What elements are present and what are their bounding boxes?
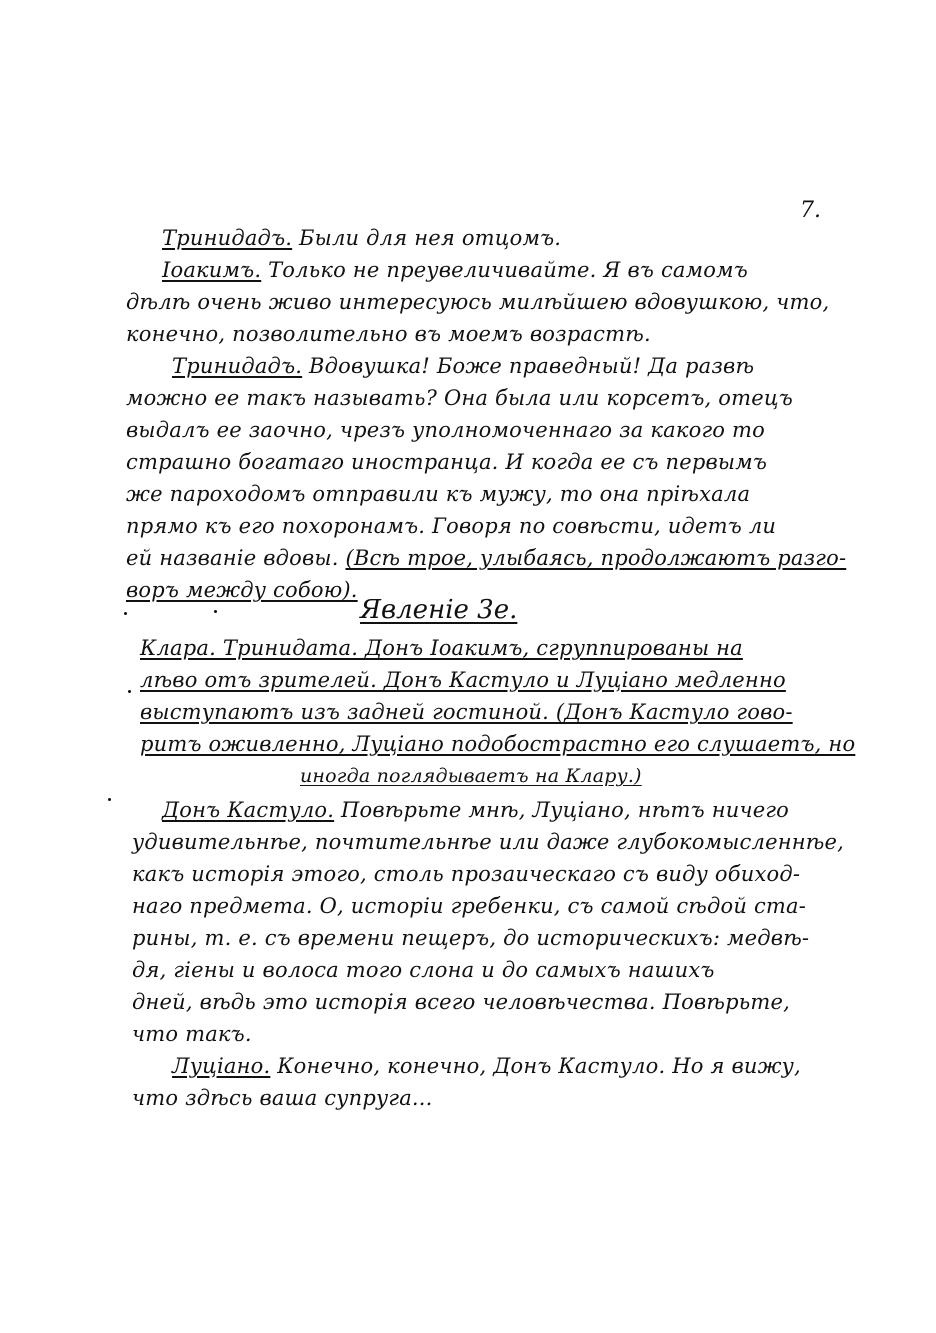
dialogue-line [132, 892, 806, 920]
dialogue-line [132, 828, 844, 856]
stage-direction-continued: воръ между собою). [126, 578, 358, 602]
speech-text: удивительнѣе, почтительнѣе или даже глубокомысленнѣе, [132, 830, 845, 854]
scene-description-line: лѣво отъ зрителей. Донъ Кастуло и Луціано медленно [140, 668, 786, 692]
speech-text: Вдовушка! Боже праведный! Да развѣ [302, 354, 755, 378]
speech-text: какъ исторія этого, столь прозаическаго съ виду обиход- [132, 862, 801, 886]
speaker-name: Донъ Кастуло. [162, 798, 335, 822]
scan-speck [214, 610, 217, 613]
speech-text: выдалъ ее заочно, чрезъ уполномоченнаго за какого то [126, 418, 765, 442]
dialogue-line [172, 352, 754, 380]
stage-direction: (Всѣ трое, улыбаясь, продолжаютъ разго- [345, 546, 847, 570]
speech-text: что такъ. [132, 1022, 252, 1046]
dialogue-line [162, 256, 748, 284]
speaker-name: Тринидадъ. [162, 226, 293, 250]
dialogue-line [126, 576, 358, 604]
speaker-name: Тринидадъ. [172, 354, 303, 378]
dialogue-line [132, 988, 790, 1016]
speech-text: можно ее такъ называть? Она была или корсетъ, отецъ [126, 386, 793, 410]
page-number: 7. [800, 198, 821, 223]
dialogue-line [162, 796, 789, 824]
speech-text: ей названіе вдовы. [126, 546, 346, 570]
speech-text: же пароходомъ отправили къ мужу, то она пріѣхала [126, 482, 751, 506]
speech-text: дя, гіены и волоса того слона и до самыхъ нашихъ [132, 958, 715, 982]
speaker-name: Іоакимъ. [162, 258, 262, 282]
dialogue-line [132, 1020, 252, 1048]
speaker-name: Луціано. [172, 1054, 271, 1078]
dialogue-line [162, 224, 561, 252]
speech-text: страшно богатаго иностранца. И когда ее съ первымъ [126, 450, 768, 474]
scan-speck [108, 798, 111, 801]
scene-description-line: Клара. Тринидата. Донъ Іоакимъ, сгруппированы на [140, 636, 743, 660]
speech-text: Только не преувеличивайте. Я въ самомъ [261, 258, 748, 282]
speech-text: наго предмета. О, исторіи гребенки, съ самой сѣдой ста- [132, 894, 807, 918]
scene-description-line: иногда поглядываетъ на Клару.) [300, 765, 642, 787]
speech-text: Были для нея отцомъ. [292, 226, 562, 250]
dialogue-line [172, 1052, 801, 1080]
scan-speck [124, 612, 127, 615]
speech-text: Повѣрьте мнѣ, Луціано, нѣтъ ничего [334, 798, 790, 822]
speech-text: что здѣсь ваша супруга... [132, 1086, 433, 1110]
dialogue-line [132, 860, 800, 888]
dialogue-line [126, 544, 846, 572]
dialogue-line [126, 448, 767, 476]
scan-speck [128, 690, 131, 693]
speech-text: рины, т. е. съ времени пещеръ, до историческихъ: медвѣ- [132, 926, 810, 950]
dialogue-line [126, 288, 829, 316]
speech-text: Конечно, конечно, Донъ Кастуло. Но я вижу, [270, 1054, 801, 1078]
scene-heading: Явленіе 3е. [360, 595, 518, 625]
dialogue-line [126, 416, 765, 444]
speech-text: дѣлѣ очень живо интересуюсь милѣйшею вдовушкою, что, [126, 290, 830, 314]
dialogue-line [132, 924, 809, 952]
speech-text: прямо къ его похоронамъ. Говоря по совѣсти, идетъ ли [126, 514, 777, 538]
scene-description-line: выступаютъ изъ задней гостиной. (Донъ Кастуло гово- [140, 700, 793, 724]
speech-text: конечно, позволительно въ моемъ возрастѣ. [126, 322, 651, 346]
dialogue-line [126, 384, 793, 412]
dialogue-line [126, 480, 750, 508]
dialogue-line [126, 512, 776, 540]
scene-description-line: ритъ оживленно, Луціано подобострастно его слушаетъ, но [140, 732, 856, 756]
dialogue-line [132, 956, 715, 984]
dialogue-line [126, 320, 651, 348]
speech-text: дней, вѣдь это исторія всего человѣчества. Повѣрьте, [132, 990, 791, 1014]
dialogue-line [132, 1084, 433, 1112]
